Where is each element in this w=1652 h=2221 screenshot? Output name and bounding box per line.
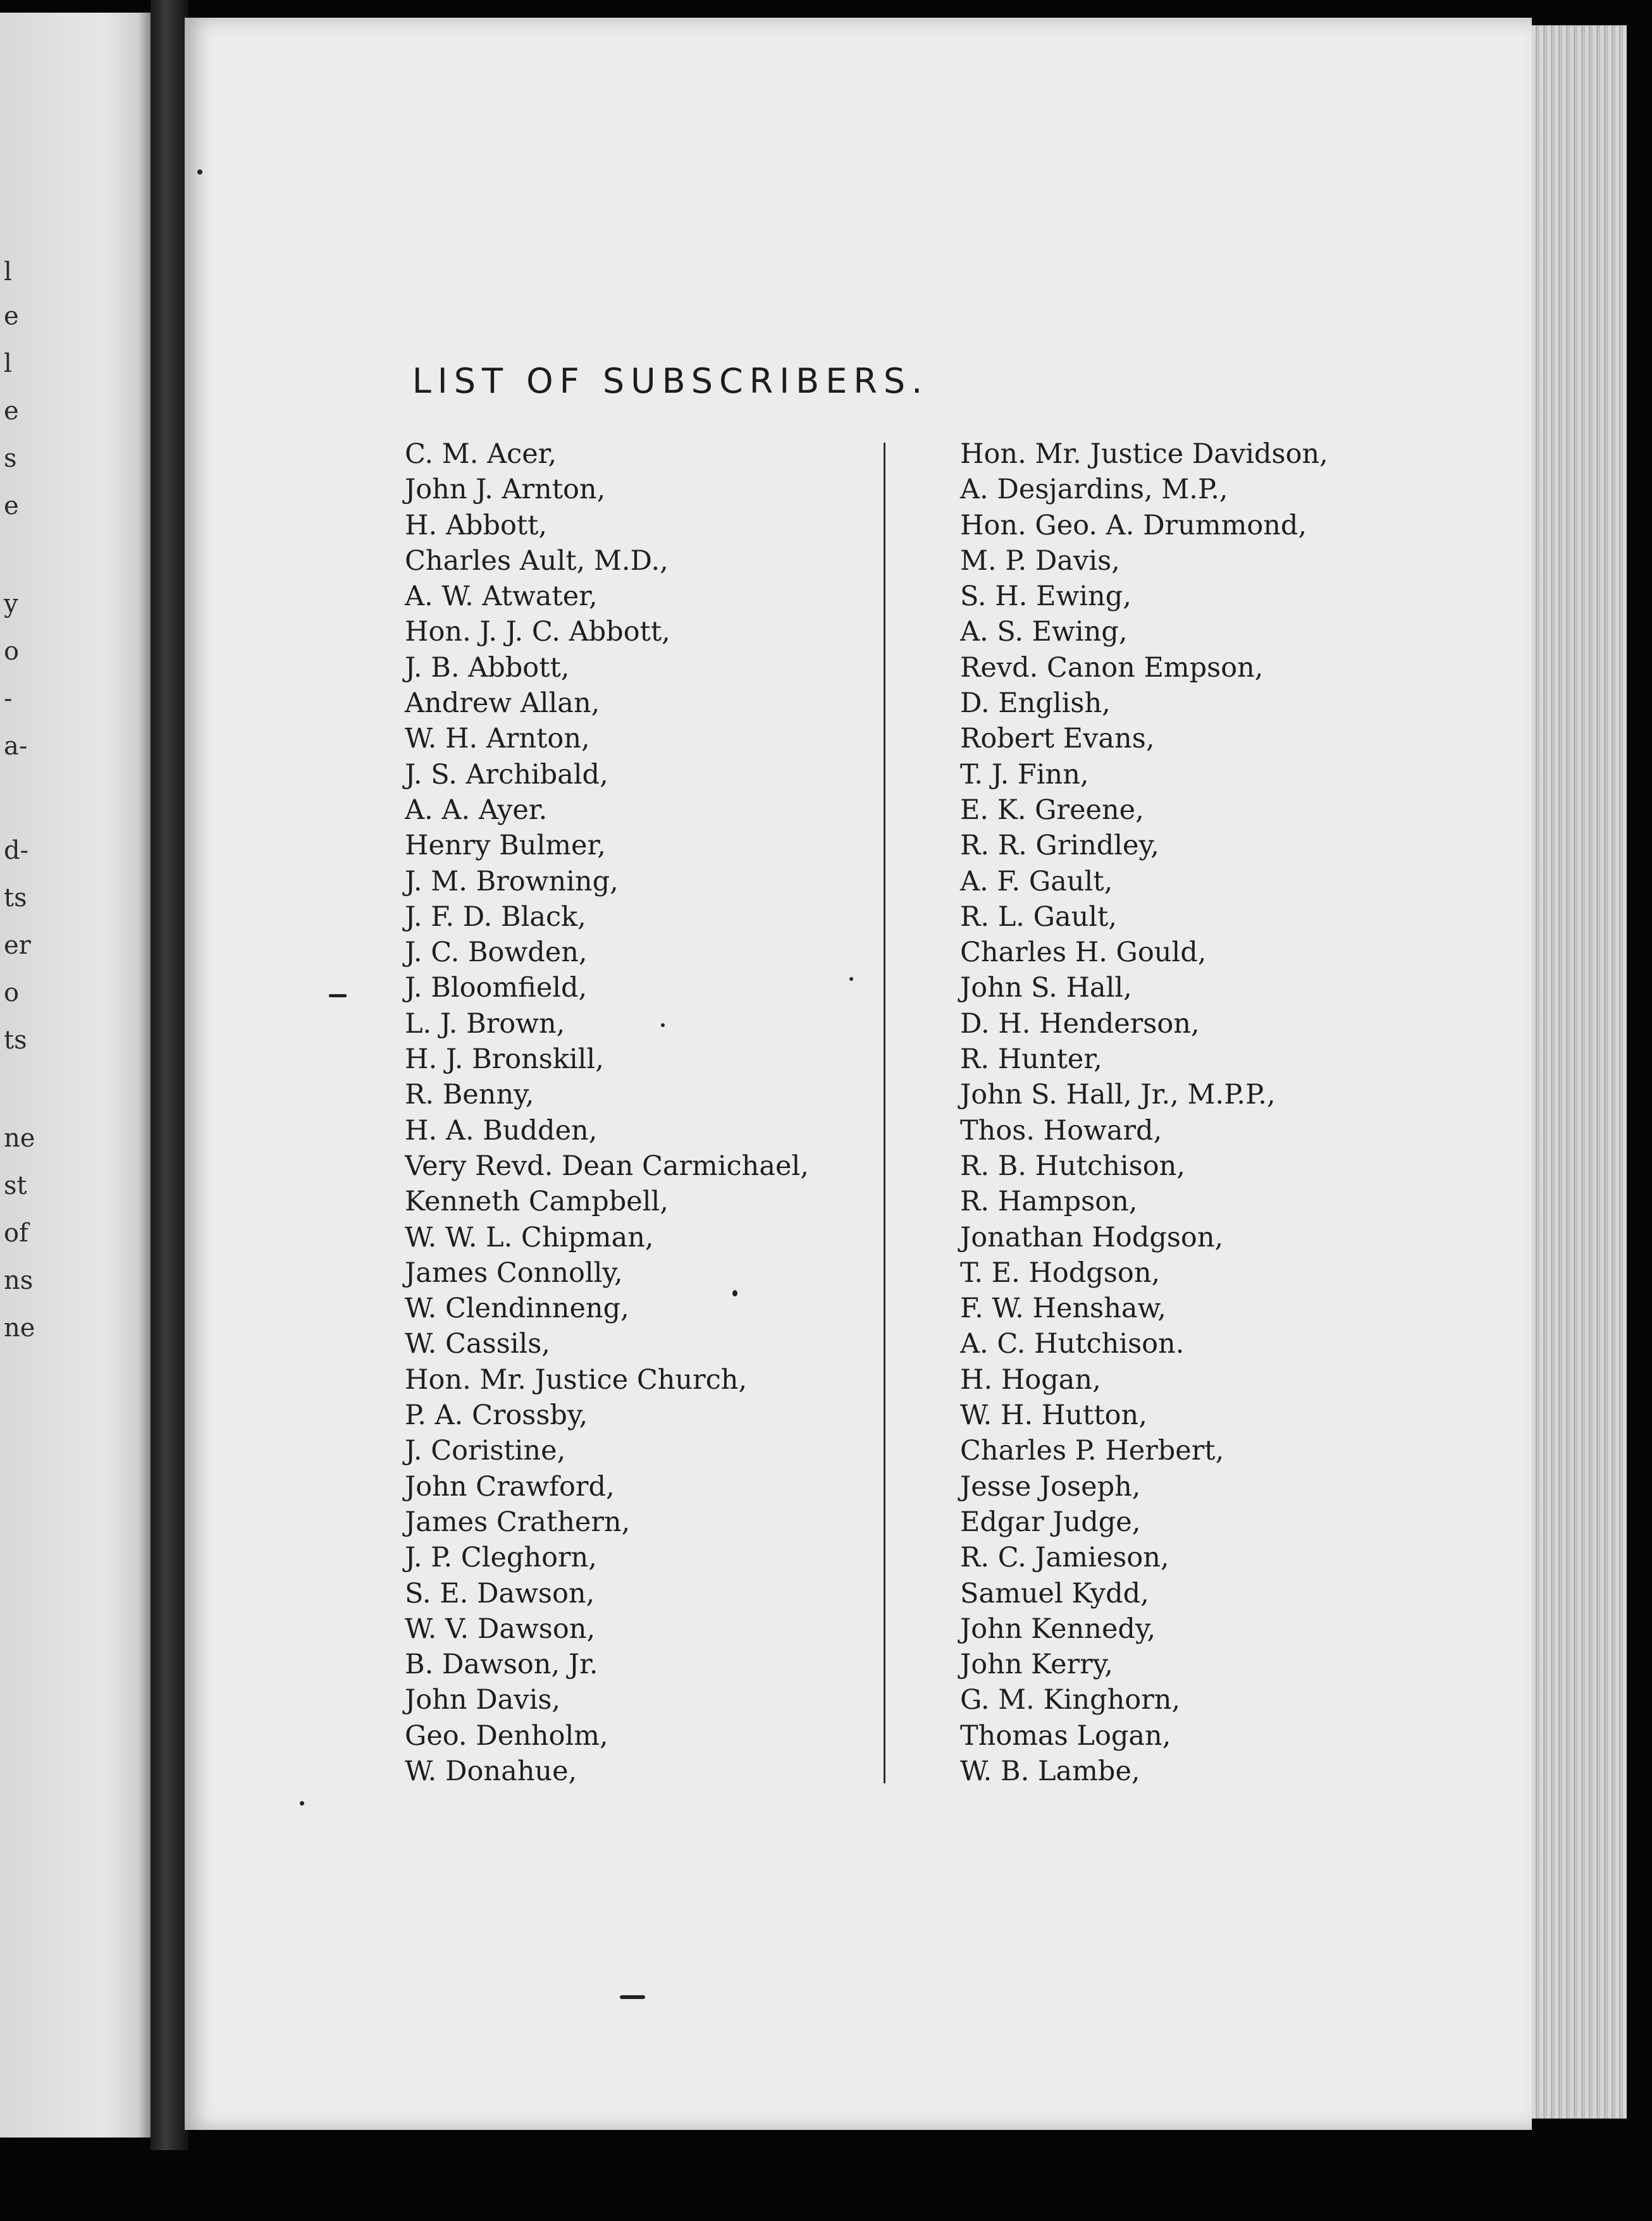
subscriber-entry: A. F. Gault, (960, 865, 1113, 897)
subscriber-entry: J. S. Archibald, (405, 758, 608, 791)
subscriber-entry: R. Hunter, (960, 1043, 1102, 1076)
subscriber-entry: R. B. Hutchison, (960, 1150, 1185, 1182)
ink-dash (329, 994, 347, 997)
subscriber-entry: F. W. Henshaw, (960, 1293, 1166, 1325)
ink-dash (620, 1995, 645, 1999)
subscriber-entry: L. J. Brown, (405, 1007, 565, 1040)
subscriber-entry: J. B. Abbott, (405, 651, 570, 684)
subscriber-entry: B. Dawson, Jr. (405, 1649, 598, 1681)
ink-speck (300, 1801, 304, 1806)
facing-page-text-fragment: ne (4, 1124, 35, 1153)
subscriber-entry: J. C. Bowden, (405, 937, 588, 969)
subscriber-entry: Thos. Howard, (960, 1114, 1162, 1147)
subscriber-entry: R. C. Jamieson, (960, 1542, 1169, 1574)
subscriber-list-right (960, 436, 1328, 1789)
facing-page-text-fragment: l (4, 257, 12, 286)
facing-page-text-fragment: e (4, 302, 19, 331)
subscriber-entry: H. Abbott, (405, 509, 548, 541)
page-edges (1532, 25, 1627, 2119)
subscriber-entry: C. M. Acer, (405, 438, 557, 470)
ink-speck (197, 169, 202, 175)
facing-page-text-fragment: o (4, 978, 20, 1007)
subscriber-entry: Jonathan Hodgson, (960, 1221, 1224, 1253)
subscriber-entry: Charles Ault, M.D., (405, 544, 669, 577)
subscriber-entry: J. F. D. Black, (405, 901, 586, 933)
subscriber-entry: Charles H. Gould, (960, 937, 1207, 969)
subscriber-entry: Hon. Geo. A. Drummond, (960, 509, 1307, 541)
subscriber-entry: R. L. Gault, (960, 901, 1117, 933)
subscriber-entry: W. H. Hutton, (960, 1400, 1147, 1432)
subscriber-entry: E. K. Greene, (960, 794, 1144, 826)
subscriber-entry: Hon. Mr. Justice Church, (405, 1363, 748, 1396)
subscriber-entry: Thomas Logan, (960, 1720, 1171, 1752)
subscriber-entry: R. Benny, (405, 1079, 534, 1111)
subscriber-entry: S. H. Ewing, (960, 581, 1131, 613)
facing-page-text-fragment: st (4, 1171, 27, 1200)
subscriber-entry: M. P. Davis, (960, 544, 1120, 577)
subscriber-entry: T. E. Hodgson, (960, 1257, 1161, 1289)
facing-page-text-fragment: o (4, 637, 20, 666)
page-right (185, 18, 1532, 2130)
subscriber-entry: Charles P. Herbert, (960, 1435, 1224, 1467)
book-gutter (151, 0, 188, 2150)
subscriber-entry: John Kennedy, (960, 1613, 1156, 1645)
facing-page-text-fragment: s (4, 444, 17, 473)
subscriber-entry: John J. Arnton, (405, 474, 606, 506)
subscriber-entry: Henry Bulmer, (405, 830, 606, 862)
subscriber-entry: W. B. Lambe, (960, 1755, 1140, 1787)
subscriber-entry: H. Hogan, (960, 1363, 1101, 1396)
subscriber-entry: T. J. Finn, (960, 758, 1089, 791)
subscriber-entry: A. Desjardins, M.P., (960, 474, 1228, 506)
subscriber-entry: Hon. J. J. C. Abbott, (405, 616, 670, 648)
subscriber-entry: W. W. L. Chipman, (405, 1221, 654, 1253)
subscriber-entry: John Davis, (405, 1684, 561, 1716)
subscriber-entry: W. H. Arnton, (405, 723, 590, 755)
subscriber-entry: A. C. Hutchison. (960, 1328, 1185, 1360)
column-divider (884, 443, 885, 1783)
facing-page-text-fragment: er (4, 931, 31, 960)
subscriber-entry: J. P. Cleghorn, (405, 1542, 597, 1574)
facing-page-text-fragment: d- (4, 836, 29, 865)
subscriber-entry: A. W. Atwater, (405, 581, 598, 613)
facing-page-text-fragment: e (4, 491, 19, 520)
subscriber-entry: John S. Hall, Jr., M.P.P., (960, 1079, 1276, 1111)
subscriber-entry: A. A. Ayer. (405, 794, 548, 826)
facing-page-text-fragment: ns (4, 1266, 34, 1295)
facing-page-text-fragment: ts (4, 1026, 27, 1055)
subscriber-entry: J. Coristine, (405, 1435, 566, 1467)
facing-page-text-fragment: e (4, 397, 19, 426)
subscriber-entry: Jesse Joseph, (960, 1470, 1141, 1503)
facing-page-left (0, 13, 151, 2138)
page-title: LIST OF SUBSCRIBERS. (412, 361, 929, 402)
subscriber-entry: Samuel Kydd, (960, 1577, 1149, 1609)
facing-page-text-fragment: of (4, 1219, 28, 1248)
subscriber-entry: J. M. Browning, (405, 865, 619, 897)
subscriber-entry: R. R. Grindley, (960, 830, 1159, 862)
subscriber-entry: Kenneth Campbell, (405, 1186, 669, 1218)
ink-speck (732, 1290, 737, 1296)
subscriber-entry: Andrew Allan, (405, 687, 600, 720)
ink-speck (849, 977, 853, 981)
facing-page-text-fragment: l (4, 349, 12, 378)
subscriber-entry: D. English, (960, 687, 1111, 720)
subscriber-entry: W. V. Dawson, (405, 1613, 596, 1645)
subscriber-entry: H. J. Bronskill, (405, 1043, 604, 1076)
subscriber-entry: John S. Hall, (960, 972, 1132, 1004)
subscriber-entry: W. Donahue, (405, 1755, 577, 1787)
subscriber-entry: J. Bloomfield, (405, 972, 588, 1004)
subscriber-entry: Hon. Mr. Justice Davidson, (960, 438, 1328, 470)
facing-page-text-fragment: a- (4, 732, 28, 761)
subscriber-entry: James Crathern, (405, 1506, 631, 1538)
subscriber-entry: W. Clendinneng, (405, 1293, 629, 1325)
facing-page-text-fragment: y (4, 589, 18, 618)
subscriber-entry: H. A. Budden, (405, 1114, 598, 1147)
subscriber-entry: A. S. Ewing, (960, 616, 1128, 648)
subscriber-entry: Revd. Canon Empson, (960, 651, 1264, 684)
ink-speck (661, 1023, 665, 1027)
subscriber-entry: P. A. Crossby, (405, 1400, 588, 1432)
subscriber-entry: S. E. Dawson, (405, 1577, 595, 1609)
subscriber-entry: Very Revd. Dean Carmichael, (405, 1150, 809, 1182)
subscriber-entry: John Kerry, (960, 1649, 1113, 1681)
subscriber-entry: D. H. Henderson, (960, 1007, 1200, 1040)
subscriber-entry: R. Hampson, (960, 1186, 1138, 1218)
subscriber-entry: G. M. Kinghorn, (960, 1684, 1181, 1716)
subscriber-entry: Robert Evans, (960, 723, 1155, 755)
subscriber-entry: Geo. Denholm, (405, 1720, 608, 1752)
facing-page-text-fragment: - (4, 684, 13, 713)
subscriber-entry: John Crawford, (405, 1470, 615, 1503)
subscriber-list-left (405, 436, 809, 1789)
subscriber-entry: James Connolly, (405, 1257, 623, 1289)
subscriber-entry: Edgar Judge, (960, 1506, 1141, 1538)
facing-page-text-fragment: ts (4, 883, 27, 913)
subscriber-entry: W. Cassils, (405, 1328, 550, 1360)
facing-page-text-fragment: ne (4, 1314, 35, 1343)
